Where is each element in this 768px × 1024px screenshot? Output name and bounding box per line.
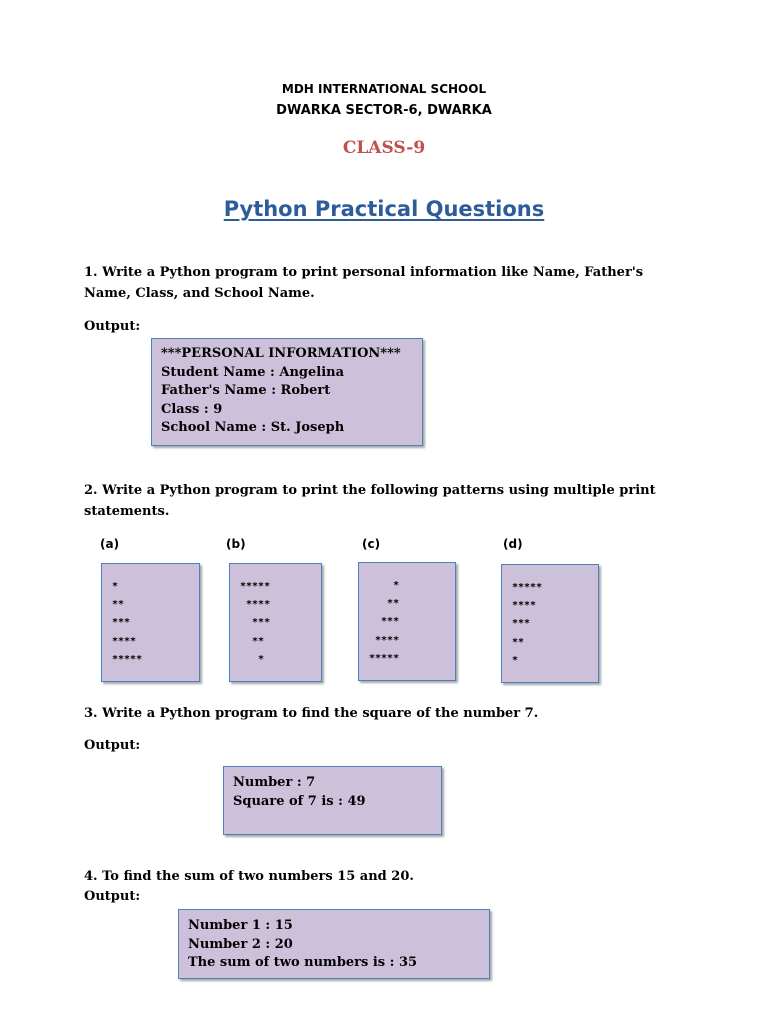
q1-output-line: School Name : St. Joseph xyxy=(161,420,345,435)
pattern-a-label: (a) xyxy=(100,537,120,551)
pattern-c-box xyxy=(358,562,456,681)
pattern-line: *** xyxy=(240,617,271,629)
pattern-line: ** xyxy=(512,636,525,648)
pattern-line: **** xyxy=(369,634,400,646)
q1-output-label: Output: xyxy=(84,319,141,334)
page-title xyxy=(0,197,768,221)
pattern-line: **** xyxy=(240,599,271,611)
pattern-line: **** xyxy=(112,635,137,647)
question-4: 4. To find the sum of two numbers 15 and 20. xyxy=(84,869,414,884)
pattern-line: * xyxy=(512,654,519,666)
q1-output-line: Student Name : Angelina xyxy=(161,364,345,380)
pattern-line: * xyxy=(369,580,400,591)
pattern-b-box xyxy=(229,563,322,682)
pattern-b-label: (b) xyxy=(226,537,246,551)
question-2: 2. Write a Python program to print the following patterns using multiple print statements. xyxy=(84,483,656,519)
pattern-line: *** xyxy=(512,618,531,630)
q3-output-box xyxy=(223,766,442,835)
q4-output-line: Number 1 : 15 xyxy=(188,918,293,933)
q4-output-box xyxy=(178,909,490,979)
q1-output-box xyxy=(151,338,423,446)
pattern-line: ***** xyxy=(512,582,543,593)
pattern-line: *** xyxy=(369,616,400,628)
pattern-line: ***** xyxy=(240,581,271,592)
q3-output-line: Square of 7 is : 49 xyxy=(233,793,366,809)
pattern-line: ***** xyxy=(369,652,400,664)
q3-output-label: Output: xyxy=(84,738,141,753)
q1-output-line: Class : 9 xyxy=(161,401,223,417)
pattern-a-box xyxy=(101,563,200,682)
pattern-line: ** xyxy=(369,598,400,610)
q1-output-line: Father's Name : Robert xyxy=(161,383,331,398)
class-heading: CLASS-9 xyxy=(342,138,426,158)
pattern-line: ** xyxy=(240,635,265,647)
q1-output-line: ***PERSONAL INFORMATION*** xyxy=(161,346,401,361)
pattern-line: *** xyxy=(112,617,131,629)
pattern-d-box xyxy=(501,564,599,683)
q4-output-label: Output: xyxy=(84,889,141,904)
school-name: MDH INTERNATIONAL SCHOOL xyxy=(281,82,487,96)
pattern-line: ** xyxy=(112,599,125,611)
pattern-line: * xyxy=(240,653,265,665)
pattern-line: ***** xyxy=(112,653,143,665)
q4-output-line: The sum of two numbers is : 35 xyxy=(188,955,418,970)
question-3: 3. Write a Python program to find the square of the number 7. xyxy=(84,706,539,721)
pattern-d-label: (d) xyxy=(503,537,523,551)
school-address: DWARKA SECTOR-6, DWARKA xyxy=(276,103,492,118)
q4-output-line: Number 2 : 20 xyxy=(188,936,293,952)
pattern-line: **** xyxy=(512,600,537,612)
page-title-text: Python Practical Questions xyxy=(223,197,545,221)
pattern-line: * xyxy=(112,581,119,592)
q3-output-line: Number : 7 xyxy=(233,775,316,790)
pattern-c-label: (c) xyxy=(362,537,381,551)
question-1: 1. Write a Python program to print personal information like Name, Father's Name, Class, and School Name. xyxy=(84,265,644,301)
